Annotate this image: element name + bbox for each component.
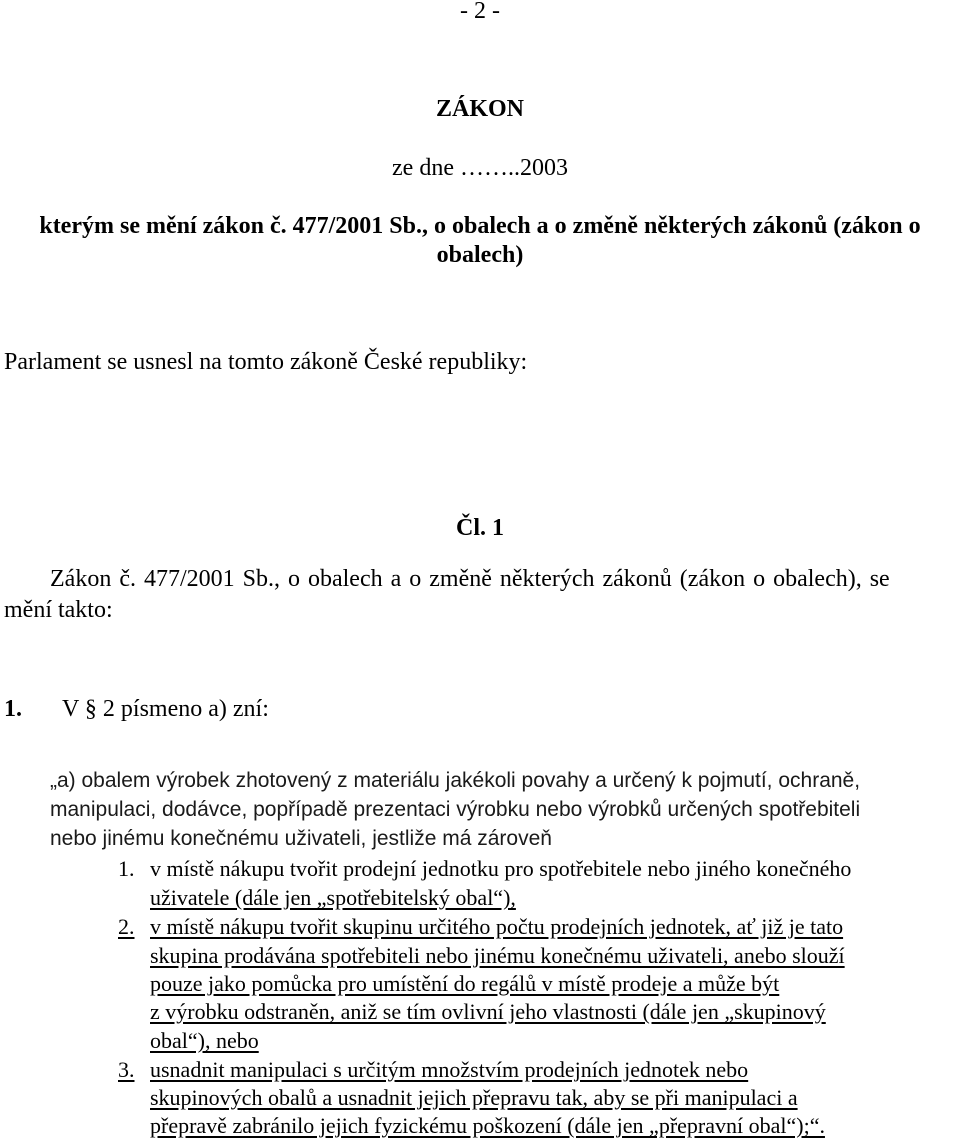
- point-1-number: 1.: [4, 696, 22, 722]
- list-item-1-number: 1.: [118, 856, 135, 881]
- list-item-3-line1: usnadnit manipulaci s určitým množstvím prodejních jednotek nebo: [150, 1057, 749, 1082]
- list-item-2-line5: obal“), nebo: [150, 1028, 259, 1053]
- list-item-2-line3: pouze jako pomůcka pro umístění do regálů v místě prodeje a může být: [150, 971, 780, 996]
- list-item-3-number: 3.: [118, 1057, 135, 1082]
- document-subtitle-line1: kterým se mění zákon č. 477/2001 Sb., o obalech a o změně některých zákonů (zákon o: [39, 213, 921, 239]
- document-date: ze dne ……..2003: [392, 155, 568, 181]
- article-heading: Čl. 1: [456, 515, 504, 541]
- document-title: ZÁKON: [435, 96, 524, 122]
- definition-line2: manipulaci, dodávce, popřípadě prezentaci výrobku nebo výrobků určených spotřebiteli: [50, 798, 861, 821]
- definition-line3: nebo jinému konečnému uživateli, jestliže má zároveň: [50, 827, 552, 850]
- list-item-3-line2: skupinových obalů a usnadnit jejich přepravu tak, aby se při manipulaci a: [150, 1085, 798, 1110]
- list-item-1-line2: uživatele (dále jen „spotřebitelský obal“),: [150, 885, 516, 910]
- article-intro-line1: Zákon č. 477/2001 Sb., o obalech a o změně některých zákonů (zákon o obalech), se: [50, 566, 890, 592]
- point-1-text: V § 2 písmeno a) zní:: [62, 696, 269, 722]
- list-item-1-line1: v místě nákupu tvořit prodejní jednotku pro spotřebitele nebo jiného konečného: [150, 856, 852, 881]
- list-item-2-line1: v místě nákupu tvořit skupinu určitého počtu prodejních jednotek, ať již je tato: [150, 914, 844, 939]
- enactment-clause: Parlament se usnesl na tomto zákoně České republiky:: [4, 349, 528, 375]
- list-item-2-line2: skupina prodávána spotřebiteli nebo jinému konečnému uživateli, anebo slouží: [150, 943, 845, 968]
- document-subtitle-line2: obalech): [436, 242, 524, 268]
- definition-line1: „a) obalem výrobek zhotovený z materiálu jakékoli povahy a určený k pojmutí, ochraně,: [50, 769, 861, 792]
- page-number: - 2 -: [460, 0, 500, 24]
- article-intro-line2: mění takto:: [4, 597, 113, 623]
- list-item-2-line4: z výrobku odstraněn, aniž se tím ovlivní jeho vlastnosti (dále jen „skupinový: [150, 999, 826, 1024]
- list-item-3-line3: přepravě zabránilo jejich fyzickému poškození (dále jen „přepravní obal“);“.: [150, 1113, 825, 1138]
- list-item-2-number: 2.: [118, 914, 135, 939]
